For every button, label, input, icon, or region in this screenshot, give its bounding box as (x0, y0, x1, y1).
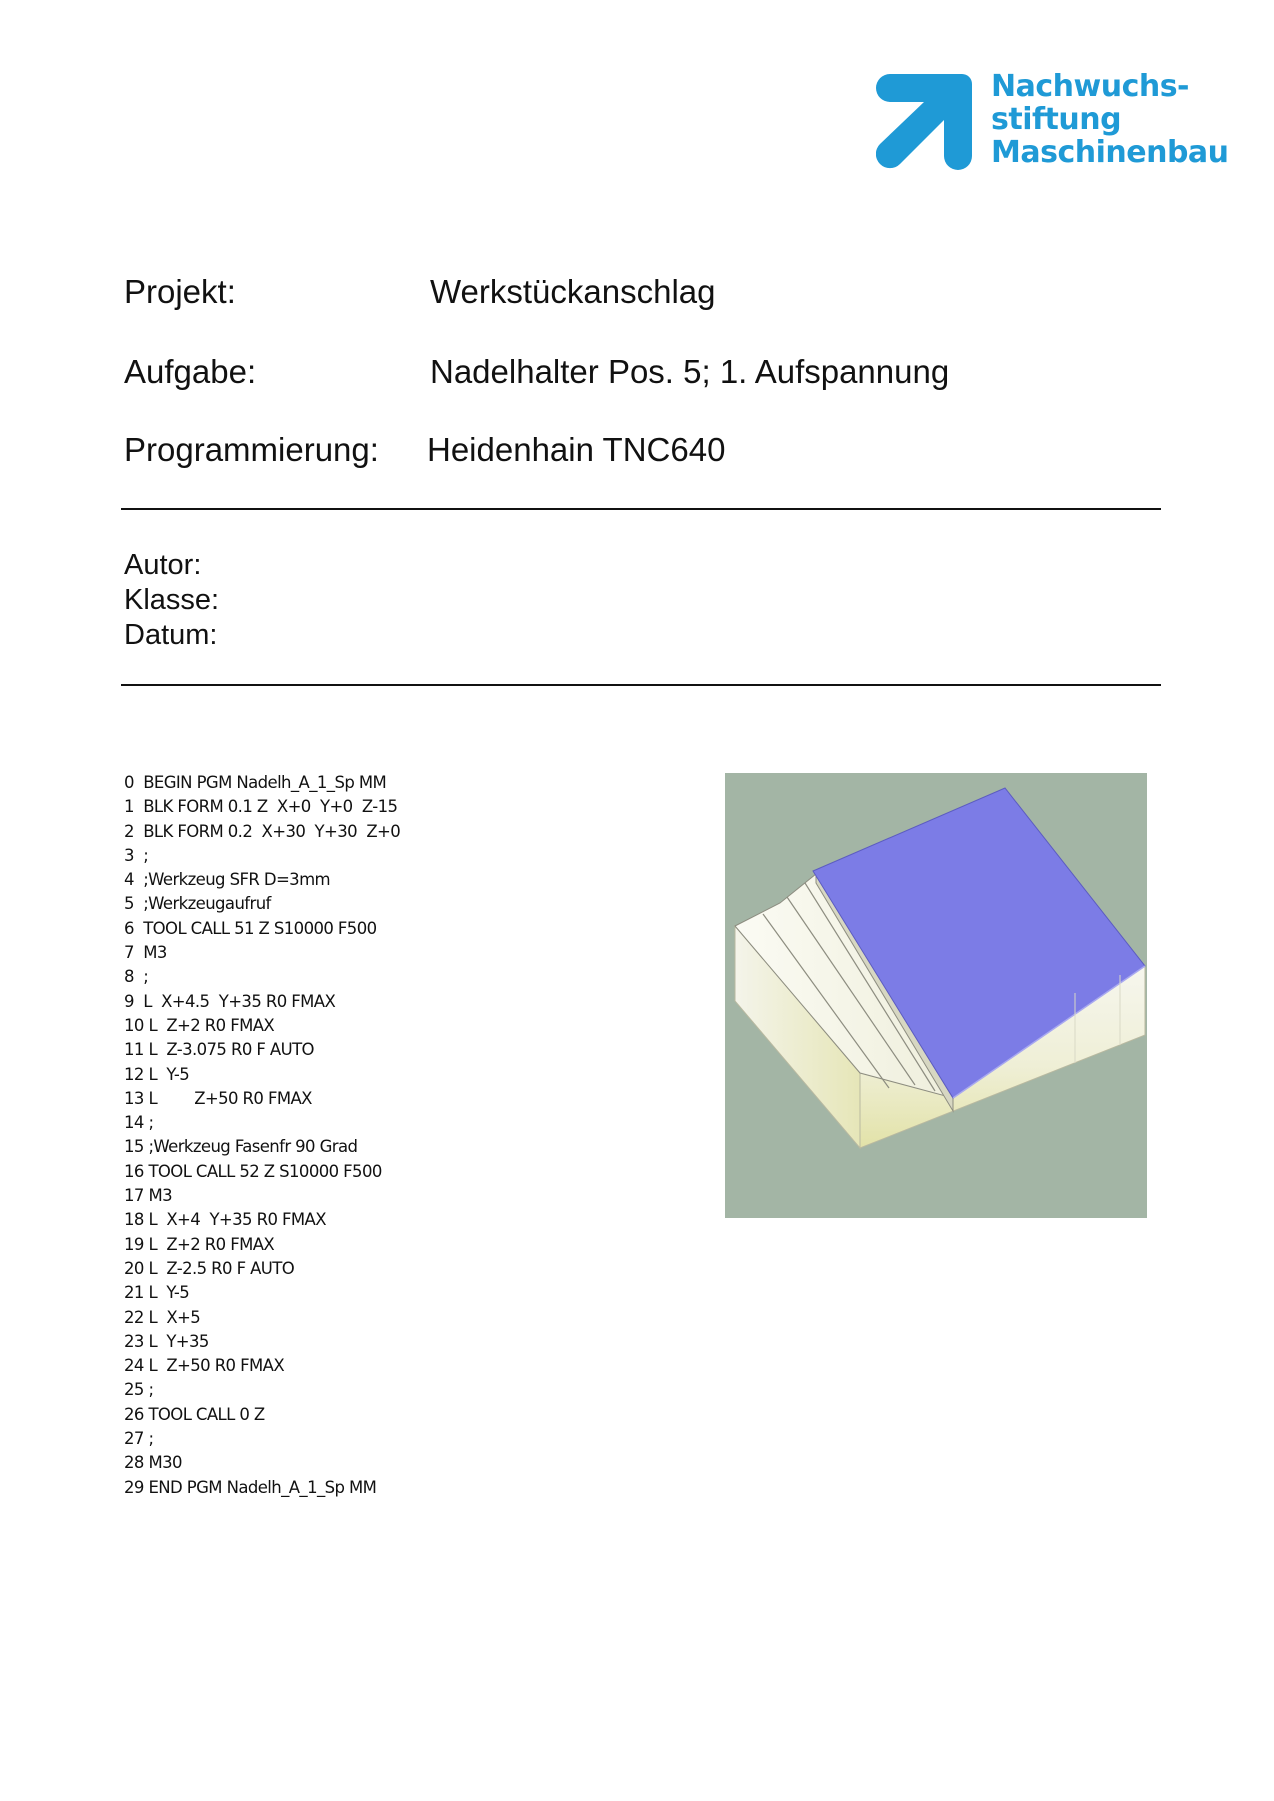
nc-program-line: 27 ; (124, 1429, 154, 1449)
logo-line-2: stiftung (991, 102, 1122, 137)
nc-program-line: 8 ; (124, 967, 149, 987)
nc-program-line: 23 L Y+35 (124, 1331, 209, 1351)
datum-label: Datum: (124, 619, 218, 651)
projekt-row (124, 270, 1164, 314)
klasse-label: Klasse: (124, 584, 220, 616)
nc-program-line: 0 BEGIN PGM Nadelh_A_1_Sp MM (124, 773, 387, 792)
programmierung-row (124, 428, 1164, 472)
nc-program-line: 15 ;Werkzeug Fasenfr 90 Grad (124, 1137, 358, 1157)
nc-program-line: 25 ; (124, 1380, 154, 1400)
nc-program-line: 6 TOOL CALL 51 Z S10000 F500 (124, 918, 377, 938)
workpiece-3d-preview (725, 773, 1147, 1218)
nc-program-line: 10 L Z+2 R0 FMAX (124, 1015, 275, 1035)
nc-program-line: 1 BLK FORM 0.1 Z X+0 Y+0 Z-15 (124, 797, 398, 817)
nc-program-line: 18 L X+4 Y+35 R0 FMAX (124, 1210, 326, 1230)
logo-wordmark (991, 70, 1229, 169)
nc-program-line: 29 END PGM Nadelh_A_1_Sp MM (124, 1477, 377, 1497)
projekt-label: Projekt: (124, 273, 236, 310)
nc-program-line: 7 M3 (124, 943, 167, 963)
nc-program-line: 5 ;Werkzeugaufruf (124, 894, 271, 914)
nc-program-line: 24 L Z+50 R0 FMAX (124, 1356, 285, 1376)
aufgabe-label: Aufgabe: (124, 353, 257, 390)
aufgabe-value: Nadelhalter Pos. 5; 1. Aufspannung (430, 353, 950, 390)
nc-program-line: 11 L Z-3.075 R0 F AUTO (124, 1040, 314, 1060)
nc-program-line: 19 L Z+2 R0 FMAX (124, 1234, 275, 1254)
nachwuchsstiftung-logo (876, 69, 1229, 174)
projekt-value: Werkstückanschlag (430, 273, 716, 310)
nc-program-line: 22 L X+5 (124, 1307, 201, 1327)
arrow-up-right-icon (876, 74, 972, 170)
aufgabe-row (124, 350, 1164, 394)
autor-label: Autor: (124, 549, 202, 581)
nc-program-line: 4 ;Werkzeug SFR D=3mm (124, 870, 331, 890)
nc-program-line: 20 L Z-2.5 R0 F AUTO (124, 1258, 295, 1278)
nc-program-line: 2 BLK FORM 0.2 X+30 Y+30 Z+0 (124, 821, 401, 841)
nc-program-listing (124, 771, 400, 1500)
nc-program-line: 9 L X+4.5 Y+35 R0 FMAX (124, 991, 336, 1011)
nc-program-line: 14 ; (124, 1113, 154, 1133)
nc-program-line: 13 L Z+50 R0 FMAX (124, 1088, 312, 1108)
logo-line-3: Maschinenbau (991, 135, 1229, 170)
nc-program-line: 12 L Y-5 (124, 1064, 190, 1084)
logo-line-1: Nachwuchs- (991, 69, 1190, 104)
nc-program-line: 21 L Y-5 (124, 1283, 190, 1303)
nc-program-line: 17 M3 (124, 1186, 172, 1206)
meta-divider (121, 684, 1161, 686)
workpiece-render (725, 773, 1147, 1218)
programmierung-label: Programmierung: (124, 431, 379, 468)
nc-program-line: 16 TOOL CALL 52 Z S10000 F500 (124, 1161, 382, 1181)
nc-program-line: 28 M30 (124, 1453, 182, 1473)
nc-program-line: 26 TOOL CALL 0 Z (124, 1404, 265, 1424)
header-divider (121, 508, 1161, 510)
nc-program-line: 3 ; (124, 845, 149, 865)
programmierung-value: Heidenhain TNC640 (427, 431, 726, 468)
